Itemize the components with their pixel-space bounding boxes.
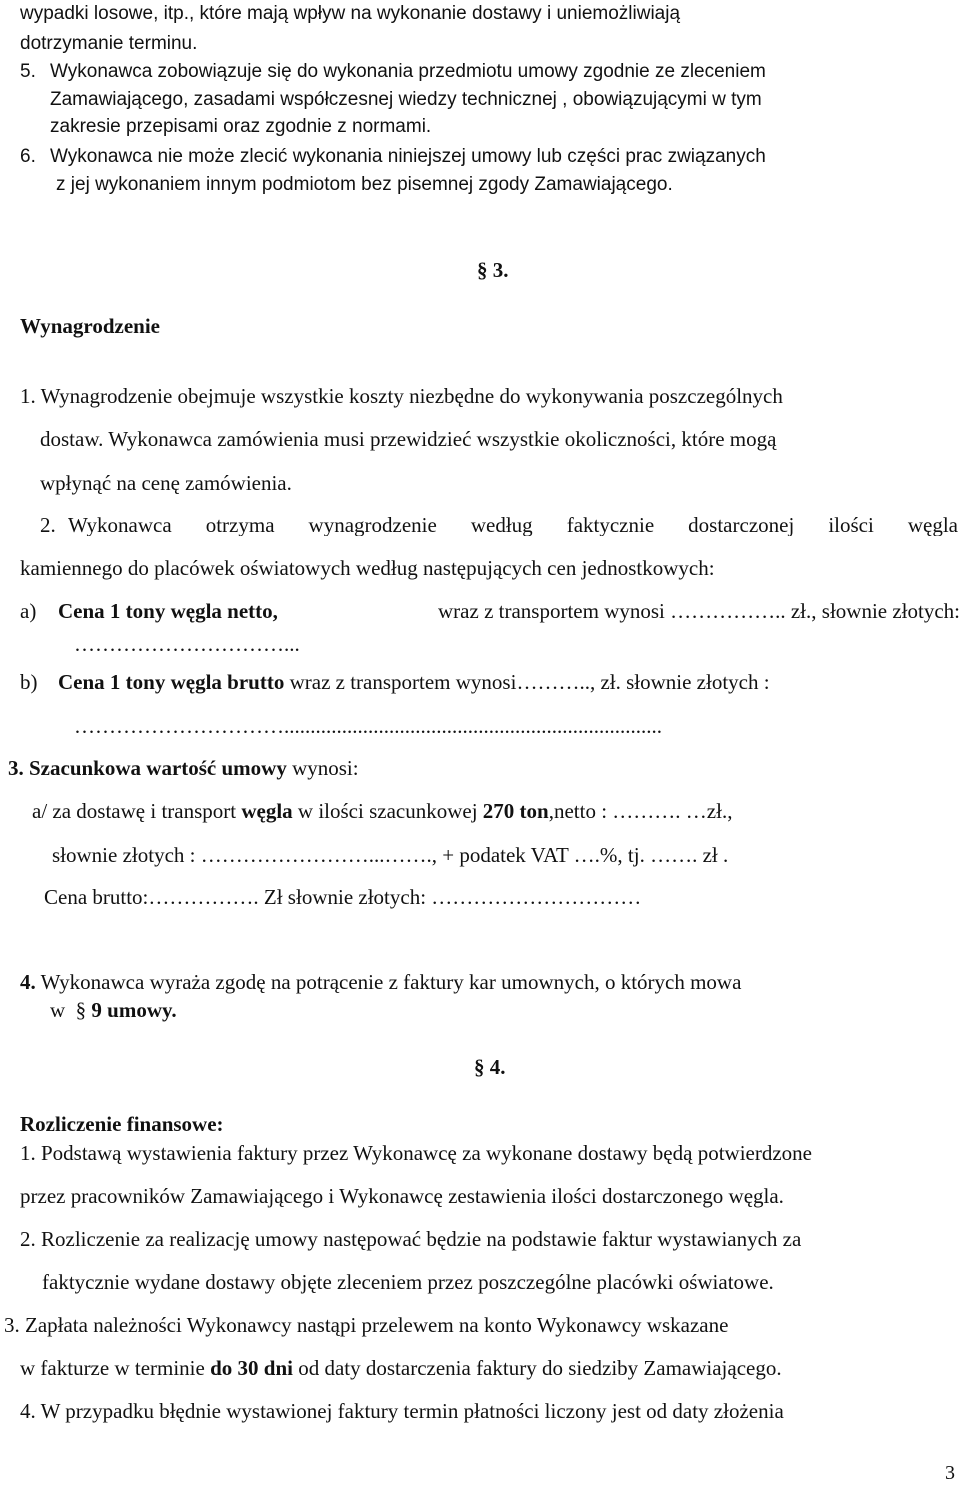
blank-dots: …………………………...: [74, 632, 300, 656]
emphasis: brutto: [227, 670, 285, 694]
text-line: [20, 972, 741, 993]
text-line: Wykonawca zobowiązuje się do wykonania przedmiotu umowy zgodnie ze zleceniem: [50, 61, 766, 82]
text-fragment: a/ za dostawę i transport: [32, 799, 237, 823]
list-number: 2.: [40, 513, 56, 537]
list-label: b): [20, 670, 38, 694]
text-line: 1. Podstawą wystawienia faktury przez Wykonawcę za wykonane dostawy będą potwierdzone: [20, 1141, 812, 1165]
list-number: 5.: [20, 61, 36, 82]
text-line: kamiennego do placówek oświatowych według następujących cen jednostkowych:: [20, 556, 715, 580]
section-heading: Wynagrodzenie: [20, 314, 160, 338]
text-line: faktycznie wydane dostawy objęte zleceniem przez poszczególne placówki oświatowe.: [42, 1270, 774, 1294]
emphasis: 9 umowy.: [91, 998, 177, 1022]
text-line: dostaw. Wykonawca zamówienia musi przewidzieć wszystkie okoliczności, które mogą: [40, 427, 777, 451]
text-line: z jej wykonaniem innym podmiotom bez pisemnej zgody Zamawiającego.: [56, 174, 673, 195]
text-fragment: wynosi:: [292, 756, 359, 780]
price-line-a: [58, 601, 960, 622]
emphasis: Cena 1 tony węgla: [58, 670, 222, 694]
text-line: wypadki losowe, itp., które mają wpływ na wykonanie dostawy i uniemożliwiają: [20, 3, 681, 24]
text-line: dotrzymanie terminu.: [20, 33, 198, 54]
emphasis: Szacunkowa wartość umowy: [29, 756, 287, 780]
text-fragment: wraz z transportem wynosi …………….. zł., słownie złotych:: [438, 599, 960, 623]
text-line: zakresie przepisami oraz zgodnie z normami.: [50, 116, 432, 137]
text-line: [8, 758, 359, 779]
text-fragment: wraz z transportem wynosi……….., zł. słownie złotych :: [289, 670, 770, 694]
section-heading: Rozliczenie finansowe:: [20, 1112, 224, 1136]
text-fragment: w ilości szacunkowej: [297, 799, 478, 823]
text-line: 1. Wynagrodzenie obejmuje wszystkie koszty niezbędne do wykonywania poszczególnych: [20, 384, 783, 408]
blank-dots: …………………………........................................................................: [74, 714, 662, 738]
text-line: przez pracowników Zamawiającego i Wykonawcę zestawienia ilości dostarczonego węgla.: [20, 1184, 784, 1208]
text-fragment: od daty dostarczenia faktury do siedziby Zamawiającego.: [298, 1356, 782, 1380]
text-line: Cena brutto:……………. Zł słownie złotych: …………………………: [44, 885, 642, 909]
text-line: [20, 1358, 782, 1379]
section-sign: §: [75, 998, 87, 1022]
text-fragment: Wykonawca wyraża zgodę na potrącenie z faktury kar umownych, o których mowa: [40, 970, 742, 994]
text-line: [50, 1000, 177, 1021]
text-line: wpłynąć na cenę zamówienia.: [40, 471, 292, 495]
emphasis: 270 ton: [482, 799, 549, 823]
text-line: słownie złotych : ……………………...……., + podatek VAT ….%, tj. ……. zł .: [52, 843, 729, 867]
emphasis: Cena 1 tony węgla netto,: [58, 599, 278, 623]
page-number: 3: [945, 1462, 955, 1484]
list-label: a): [20, 599, 37, 623]
text-line: Wykonawca nie może zlecić wykonania niniejszej umowy lub części prac związanych: [50, 146, 766, 167]
list-number: 6.: [20, 146, 36, 167]
text-line: 4. W przypadku błędnie wystawionej faktury termin płatności liczony jest od daty złożenia: [20, 1399, 784, 1423]
section-mark: § 4.: [474, 1055, 506, 1079]
text-line: [32, 801, 732, 822]
price-line-b: [58, 672, 770, 693]
list-number: 3.: [8, 756, 24, 780]
section-mark: § 3.: [477, 258, 509, 282]
text-line: 3. Zapłata należności Wykonawcy nastąpi przelewem na konto Wykonawcy wskazane: [4, 1313, 729, 1337]
text-line: Wykonawca otrzyma wynagrodzenie według faktycznie dostarczonej ilości węgla: [68, 515, 958, 536]
text-fragment: w: [50, 998, 66, 1022]
text-fragment: ,netto : ………. …zł.,: [548, 799, 733, 823]
text-fragment: w fakturze w terminie: [20, 1356, 205, 1380]
text-line: Zamawiającego, zasadami współczesnej wiedzy technicznej , obowiązującymi w tym: [50, 89, 762, 110]
list-number: 4.: [20, 970, 36, 994]
emphasis: do 30 dni: [210, 1356, 293, 1380]
emphasis: węgla: [241, 799, 293, 823]
text-line: 2. Rozliczenie za realizację umowy następować będzie na podstawie faktur wystawianych za: [20, 1227, 802, 1251]
